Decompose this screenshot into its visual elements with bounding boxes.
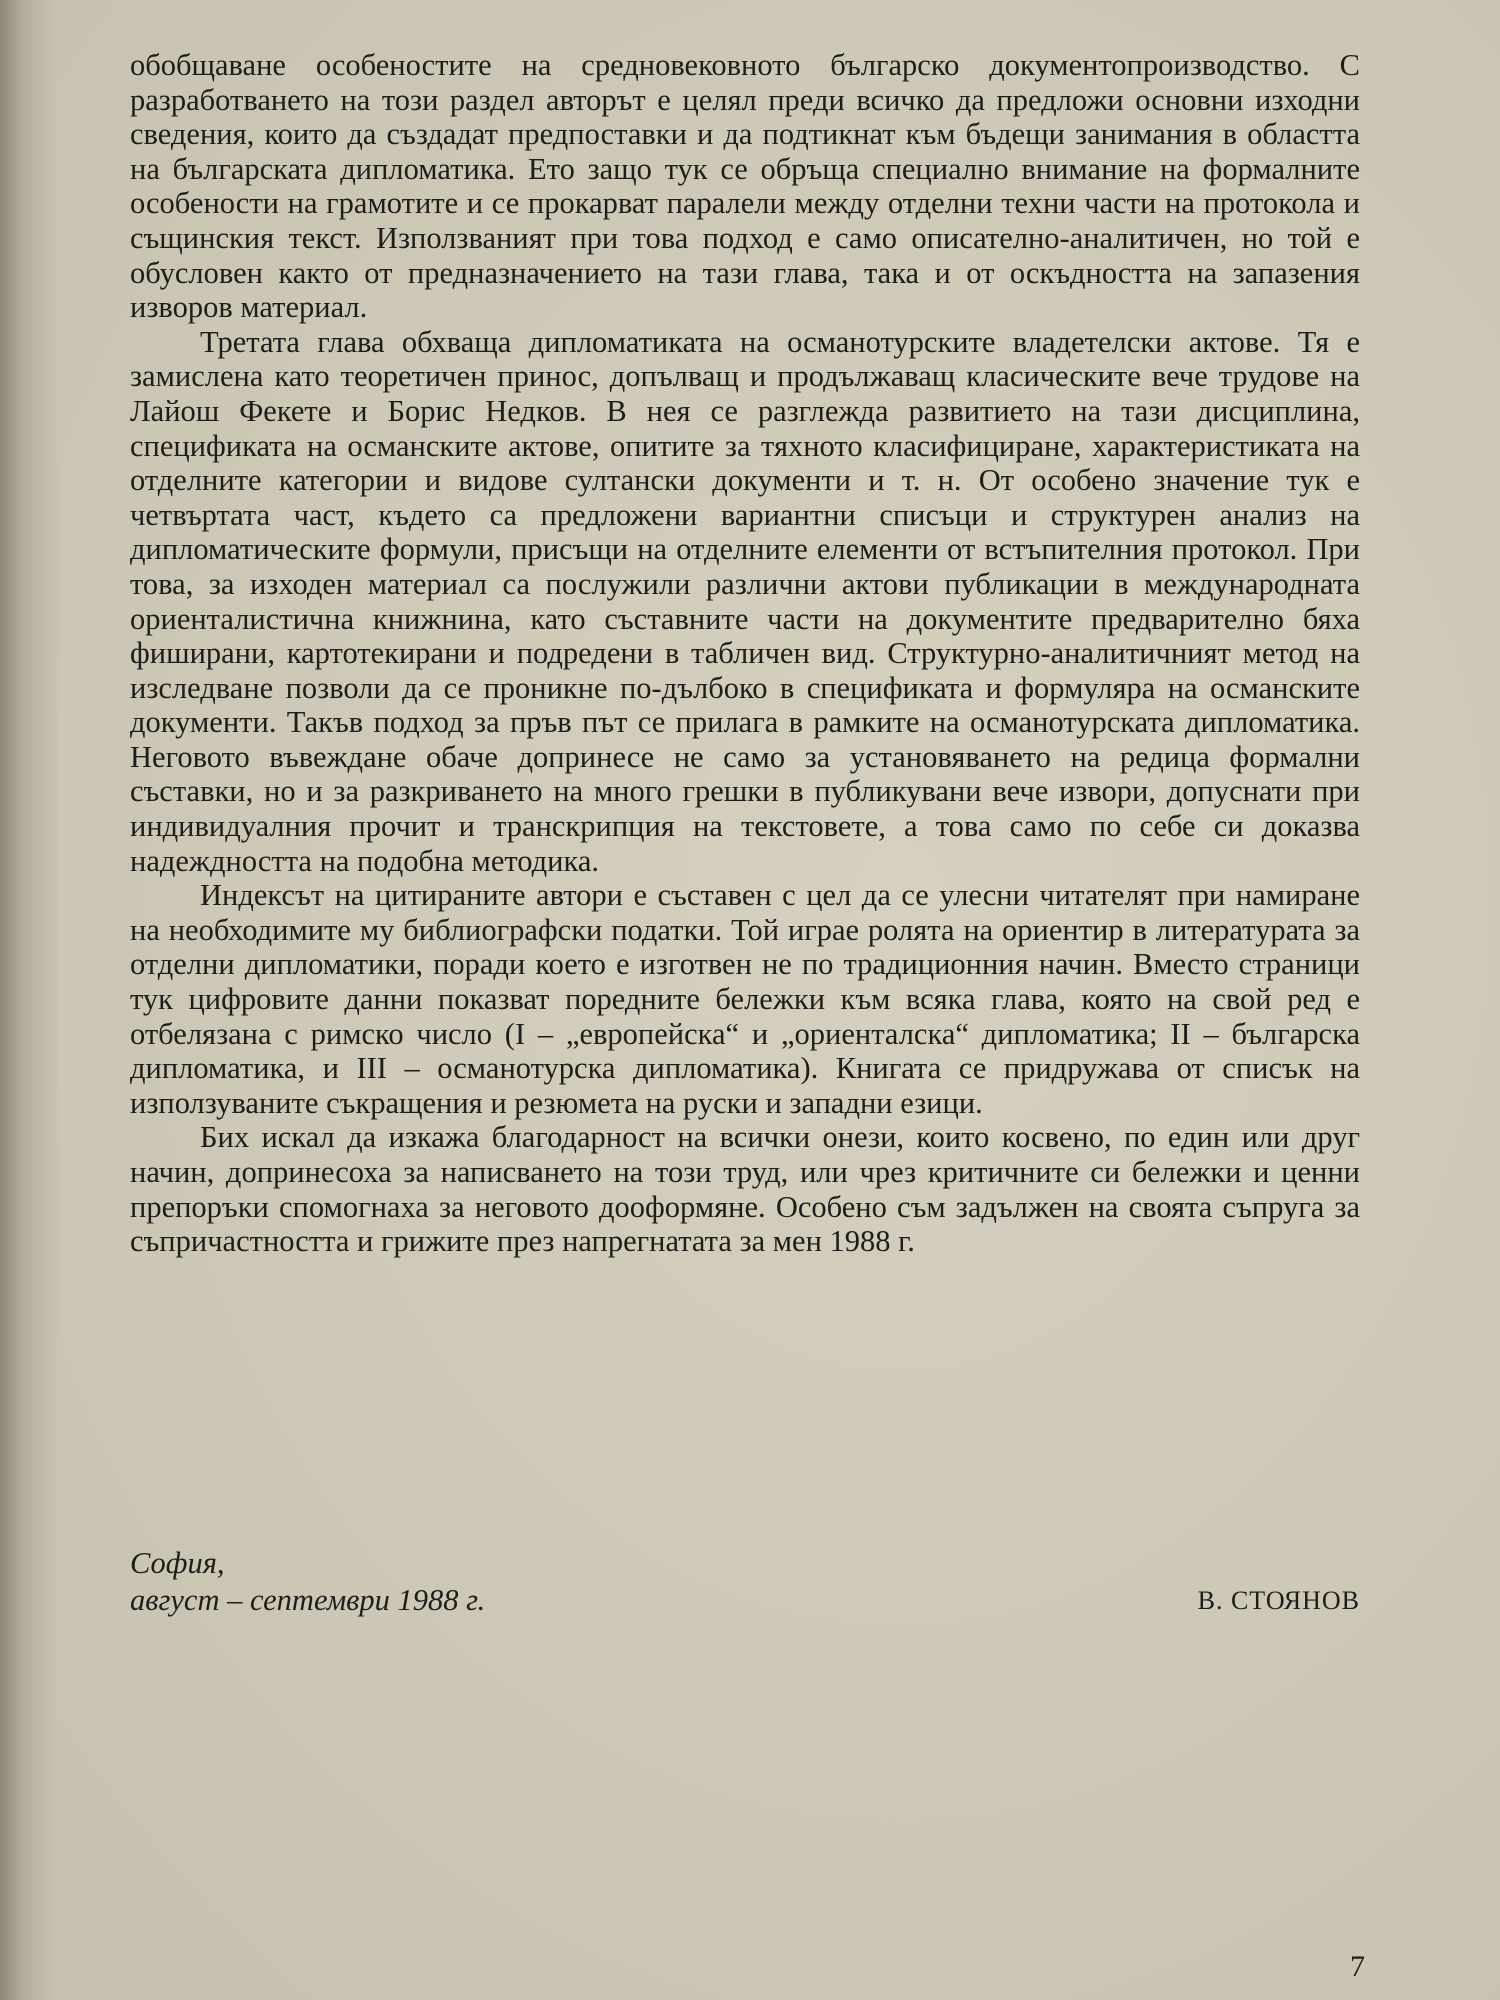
paragraph-4: Бих искал да изкажа благодарност на всички онези, които косвено, по един или друг начин, допринесоха за написването на този труд, или чрез критичните си бележки и ценни препоръки спомогнаха за неговото дооформяне. Особено съм задължен на своята съпруга за съпричастността и грижите през напрегнатата за мен 1988 г. — [130, 1120, 1360, 1259]
book-gutter-shadow — [0, 0, 58, 2000]
body-text — [130, 48, 1360, 1259]
paragraph-2: Третата глава обхваща дипломатиката на османотурските владетелски актове. Тя е замислена като теоретичен принос, допълващ и продължаващ класическите вече трудове на Лайош Фекете и Борис Недков. В нея се разглежда развитието на тази дисциплина, спецификата на османските актове, опитите за тяхното класифициране, характеристиката на отделните категории и видове султански документи и т. н. От особено значение тук е четвъртата част, където са предложени вариантни списъци и структурен анализ на дипломатическите формули, присъщи на отделните елементи от встъпителния протокол. При това, за изходен материал са послужили различни актови публикации в международната ориенталистична книжнина, като съставните части на документите предварително бяха фиширани, картотекирани и подредени в табличен вид. Структурно-аналитичният метод на изследване позволи да се проникне по-дълбоко в спецификата и формуляра на османските документи. Такъв подход за пръв път се прилага в рамките на османотурската дипломатика. Неговото въвеждане обаче допринесе не само за установяването на редица формални съставки, но и за разкриването на много грешки в публикувани вече извори, допуснати при индивидуалния прочит и транскрипция на текстовете, а това само по себе си доказва надеждността на подобна методика. — [130, 324, 1360, 878]
page-number: 7 — [1350, 1950, 1365, 1983]
signature-place: София, — [130, 1546, 225, 1580]
signature-date: август – септември 1988 г. — [130, 1583, 486, 1617]
paragraph-1: обобщаване особеностите на средновековното българско документопроизводство. С разработването на този раздел авторът е целял преди всичко да предложи основни изходни сведения, които да създадат предпоставки и да подтикнат към бъдещи занимания в областта на българската дипломатика. Ето защо тук се обръща специално внимание на формалните особености на грамотите и се прокарват паралели между отделни техни части на протокола и същинския текст. Използваният при това подход е само описателно-аналитичен, но той е обусловен както от предназначението на тази глава, така и от оскъдността на запазения изворов материал. — [130, 48, 1360, 325]
signature-block — [130, 1545, 1360, 1619]
paragraph-3: Индексът на цитираните автори е съставен с цел да се улесни читателят при намиране на необходимите му библиографски податки. Той играе ролята на ориентир в литературата за отделни дипломатики, поради което е изготвен не по традиционния начин. Вместо страници тук цифровите данни показват поредните бележки към всяка глава, която на свой ред е отбелязана с римско число (I – „европейска“ и „ориенталска“ дипломатика; II – българска дипломатика, и III – османотурска дипломатика). Книгата се придружава от списък на използуваните съкращения и резюмета на руски и западни езици. — [130, 878, 1360, 1120]
signature-author: В. СТОЯНОВ — [1197, 1586, 1360, 1615]
